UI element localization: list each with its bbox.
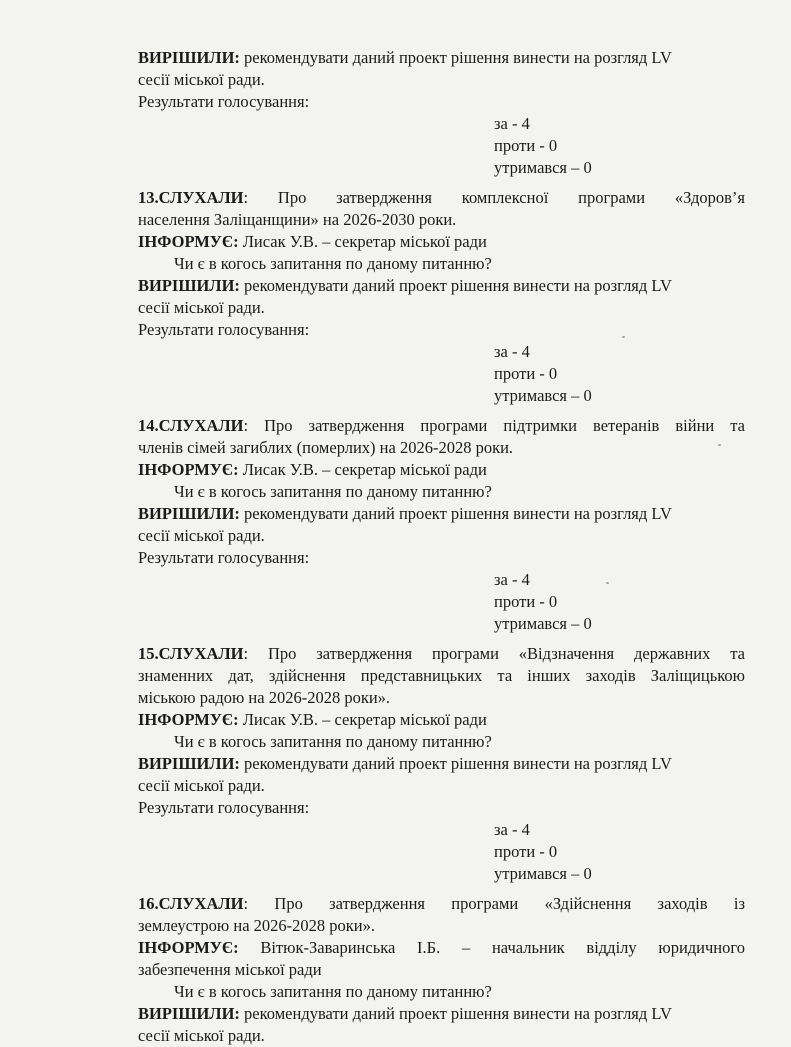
decided-text: рекомендувати даний проект рішення винести на розгляд LV [239,754,672,773]
vote-for: за - 4 [494,114,530,133]
decided-label: ВИРІШИЛИ: [138,48,240,67]
informs-line [138,937,745,959]
heard-line [138,187,745,209]
heard-continuation: міською радою на 2026-2028 роки». [138,688,391,707]
decision-line [138,753,745,775]
agenda-item [138,179,745,407]
decision-line-2: сесії міської ради. [138,1026,265,1045]
informs-label: ІНФОРМУЄ: [138,460,239,479]
decided-label: ВИРІШИЛИ: [138,504,240,523]
heard-line [138,415,745,437]
decided-text: рекомендувати даний проект рішення винести на розгляд LV [239,1004,672,1023]
heard-continuation: членів сімей загиблих (померлих) на 2026-2028 роки. [138,438,514,457]
vote-abstained: утримався – 0 [494,864,592,883]
decided-label: ВИРІШИЛИ: [138,276,240,295]
informs-label: ІНФОРМУЄ: [138,710,239,729]
vote-results-label: Результати голосування: [138,798,310,817]
heard-label: 14.СЛУХАЛИ [138,416,244,435]
informs-line [138,231,745,253]
vote-against: проти - 0 [494,364,558,383]
informs-continuation: забезпечення міської ради [138,960,322,979]
decision-line [138,47,745,69]
vote-against: проти - 0 [494,842,558,861]
vote-results-label: Результати голосування: [138,548,310,567]
informs-label: ІНФОРМУЄ: [138,938,239,957]
informs-text: Лисак У.В. – секретар міської ради [238,710,487,729]
vote-results-label: Результати голосування: [138,320,310,339]
scan-speck [606,582,609,584]
heard-continuation: населення Заліщанщини» на 2026-2030 роки. [138,210,457,229]
heard-text: : Про затвердження програми «Здійснення заходів із [243,894,745,913]
decided-label: ВИРІШИЛИ: [138,754,240,773]
vote-against: проти - 0 [494,592,558,611]
decision-line-2: сесії міської ради. [138,776,265,795]
scan-speck [622,336,625,338]
decision-line-2: сесії міської ради. [138,526,265,545]
vote-for: за - 4 [494,570,530,589]
question-line: Чи є в когось запитання по даному питанню? [174,254,492,273]
decided-text: рекомендувати даний проект рішення винести на розгляд LV [239,276,672,295]
agenda-item [138,635,745,885]
document-page [138,47,745,1047]
informs-text: Лисак У.В. – секретар міської ради [238,460,487,479]
informs-label: ІНФОРМУЄ: [138,232,239,251]
scan-speck [718,444,721,446]
vote-for: за - 4 [494,342,530,361]
decision-line [138,275,745,297]
decision-line-2: сесії міської ради. [138,298,265,317]
agenda-items [138,179,745,1047]
informs-line [138,709,745,731]
heard-text: : Про затвердження програми підтримки ветеранів війни та [243,416,745,435]
vote-abstained: утримався – 0 [494,614,592,633]
vote-against: проти - 0 [494,136,558,155]
agenda-item [138,407,745,635]
heard-label: 13.СЛУХАЛИ [138,188,244,207]
decision-line [138,503,745,525]
heard-continuation: знаменних дат, здійснення представницьких та інших заходів Заліщицькою [138,666,745,685]
heard-label: 16.СЛУХАЛИ [138,894,244,913]
heard-text: : Про затвердження комплексної програми «Здоров’я [243,188,745,207]
vote-abstained: утримався – 0 [494,158,592,177]
informs-line [138,459,745,481]
question-line: Чи є в когось запитання по даному питанню? [174,982,492,1001]
question-line: Чи є в когось запитання по даному питанню? [174,482,492,501]
vote-for: за - 4 [494,820,530,839]
decision-line [138,1003,745,1025]
heard-line [138,643,745,665]
vote-results-label: Результати голосування: [138,92,310,111]
agenda-item [138,885,745,1047]
informs-text: Вітюк-Заваринська І.Б. – начальник відділу юридичного [238,938,745,957]
informs-text: Лисак У.В. – секретар міської ради [238,232,487,251]
heard-line [138,893,745,915]
decision-line-2: сесії міської ради. [138,70,265,89]
decided-text: рекомендувати даний проект рішення винести на розгляд LV [239,504,672,523]
decided-label: ВИРІШИЛИ: [138,1004,240,1023]
heard-continuation: землеустрою на 2026-2028 роки». [138,916,375,935]
question-line: Чи є в когось запитання по даному питанню? [174,732,492,751]
decided-text: рекомендувати даний проект рішення винести на розгляд LV [239,48,672,67]
heard-text: : Про затвердження програми «Відзначення державних та [243,644,745,663]
vote-abstained: утримався – 0 [494,386,592,405]
heard-label: 15.СЛУХАЛИ [138,644,244,663]
